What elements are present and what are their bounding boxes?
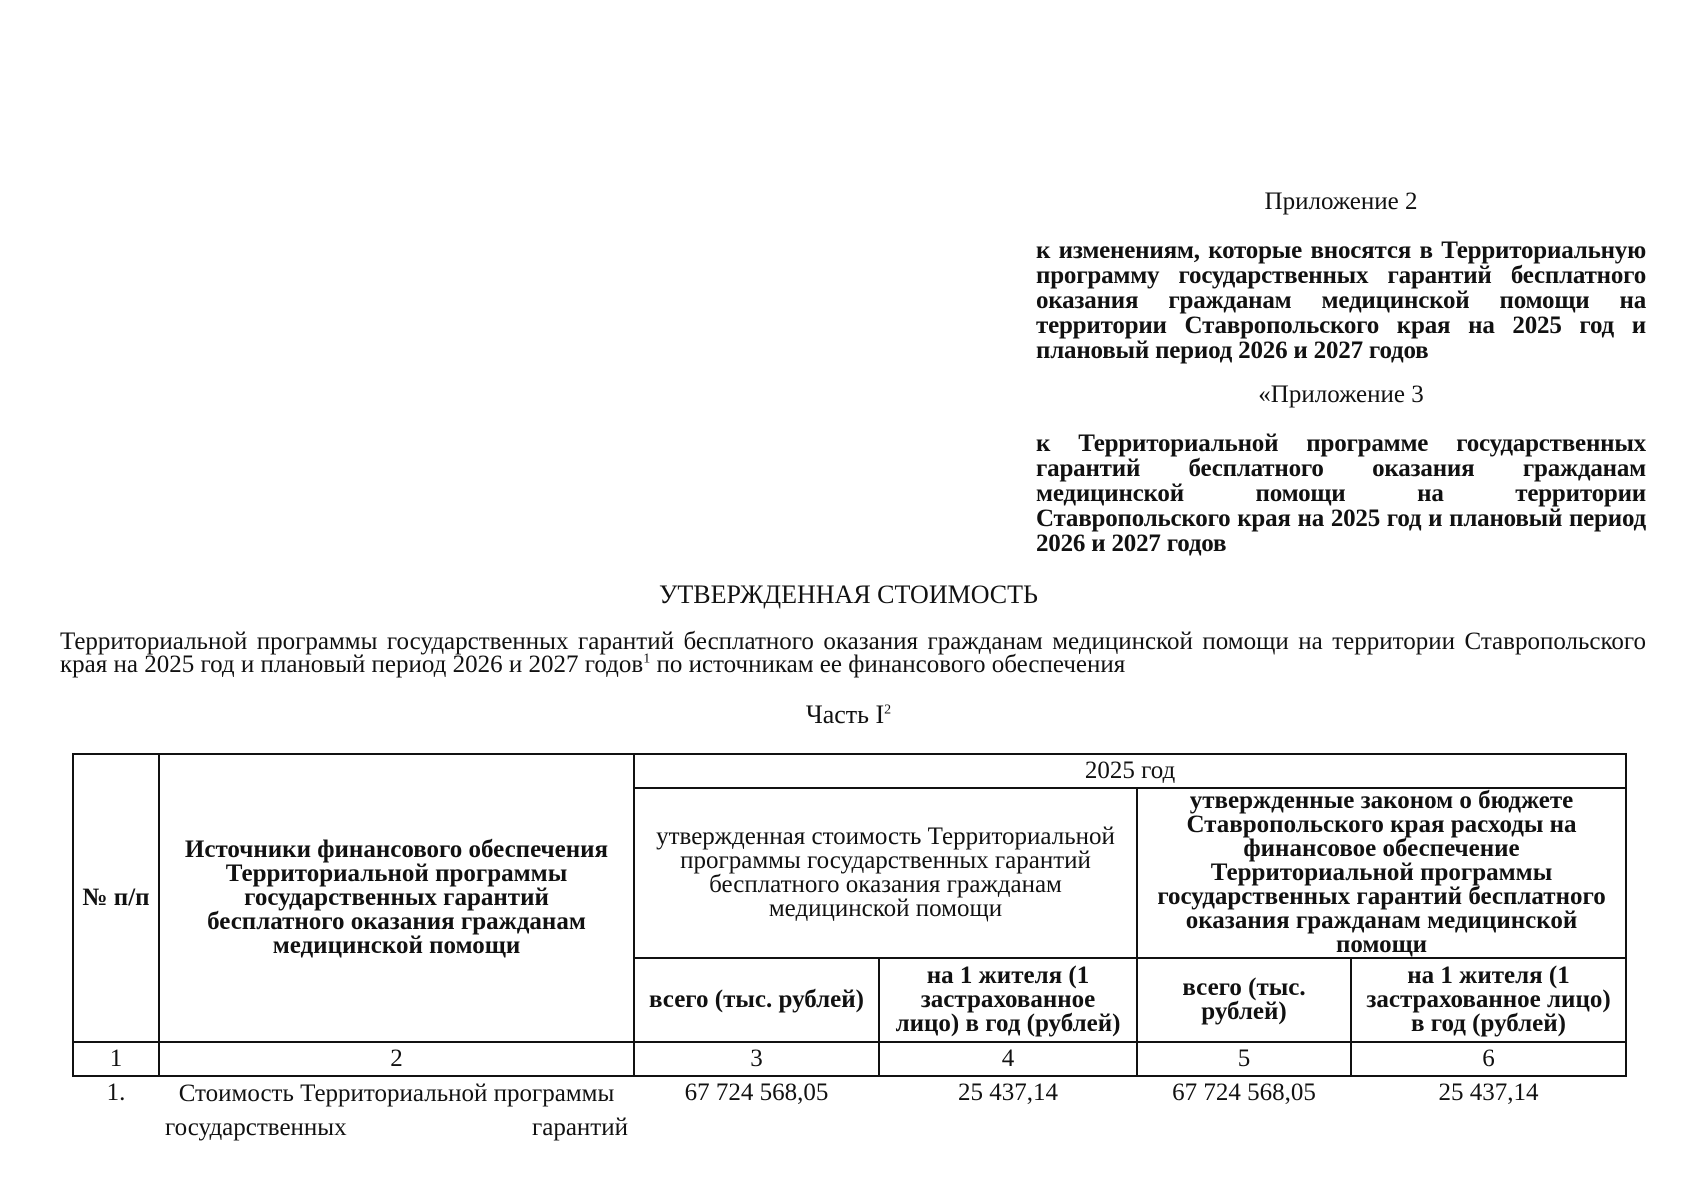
- header-approved-cost: утвержденная стоимость Территориальной программы государственных гарантий бесплатного оказания гражданам медицинской помощи: [634, 788, 1137, 958]
- part-label: Часть I: [805, 700, 885, 729]
- column-number: 1: [73, 1042, 159, 1076]
- footnote-2-mark: 2: [884, 702, 892, 718]
- header-total-budget: всего (тыс. рублей): [1137, 958, 1351, 1042]
- header-per-resident-cost: на 1 жителя (1 застрахованное лицо) в год (рублей): [879, 958, 1137, 1042]
- header-funding-source: Источники финансового обеспечения Территориальной программы государственных гарантий бесплатного оказания гражданам медицинской помощи: [159, 754, 634, 1042]
- header-per-resident-budget: на 1 жителя (1 застрахованное лицо) в год (рублей): [1351, 958, 1626, 1042]
- row-total-budget: 67 724 568,05: [1172, 1079, 1316, 1106]
- document-subtitle: [60, 630, 1646, 676]
- appendix-3-text-block: [1036, 431, 1646, 556]
- appendix-2-text-block: [1036, 238, 1646, 363]
- column-number: 4: [879, 1042, 1137, 1076]
- row-per-resident-cost: 25 437,14: [958, 1079, 1058, 1106]
- column-number: 6: [1351, 1042, 1626, 1076]
- appendix-2-block: [1036, 188, 1646, 216]
- column-number: 3: [634, 1042, 879, 1076]
- header-row-number: № п/п: [73, 754, 159, 1042]
- row-total-cost: 67 724 568,05: [684, 1079, 829, 1106]
- part-title: [0, 700, 1697, 730]
- row-per-resident-budget: 25 437,14: [1438, 1079, 1539, 1106]
- appendix-2-title: Приложение 2: [1264, 188, 1418, 215]
- subtitle-text: Территориальной программы государственных гарантий бесплатного оказания гражданам медицинской помощи на территории Ставропольского края на 2025 год и плановый период 2026 и 2027 годов: [60, 628, 1646, 678]
- header-budget-expenses: утвержденные законом о бюджете Ставропольского края расходы на финансовое обеспечение Территориальной программы государственных гарантий бесплатного оказания гражданам медицинской помощи: [1137, 788, 1626, 958]
- column-number: 2: [159, 1042, 634, 1076]
- subtitle-text-end: по источникам ее финансового обеспечения: [650, 651, 1126, 678]
- cost-table: [72, 753, 1627, 1145]
- appendix-3-title: «Приложение 3: [1258, 381, 1424, 408]
- header-total-cost: всего (тыс. рублей): [634, 958, 879, 1042]
- row-source: Стоимость Территориальной программы государственных гарантий: [165, 1080, 628, 1141]
- header-year: 2025 год: [634, 754, 1626, 788]
- appendix-3-block: [1036, 381, 1646, 409]
- document-title: УТВЕРЖДЕННАЯ СТОИМОСТЬ: [659, 580, 1038, 609]
- footnote-1-mark: 1: [643, 651, 651, 667]
- appendix-3-text: к Территориальной программе государственных гарантий бесплатного оказания гражданам медицинской помощи на территории Ставропольского края на 2025 год и плановый период 2026 и 2027 годов: [1036, 430, 1646, 557]
- column-number: 5: [1137, 1042, 1351, 1076]
- table-row: [73, 1076, 1626, 1145]
- row-number: 1.: [106, 1079, 126, 1106]
- appendix-2-text: к изменениям, которые вносятся в Территориальную программу государственных гарантий бесплатного оказания гражданам медицинской помощи на территории Ставропольского края на 2025 год и плановый период 2026 и 2027 годов: [1036, 237, 1646, 364]
